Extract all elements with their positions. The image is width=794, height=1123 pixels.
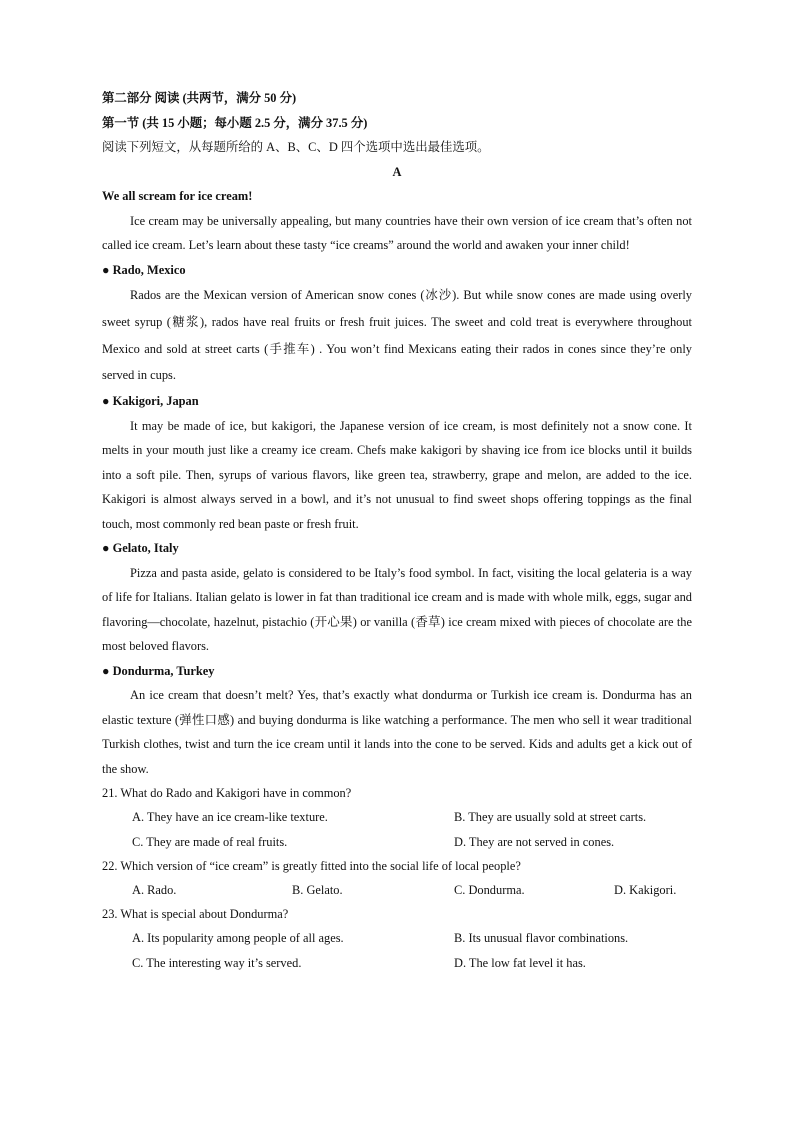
section-text-kakigori: It may be made of ice, but kakigori, the Japanese version of ice cream, is most definitely not a snow cone. It melts in your mouth just like a creamy ice cream. Chefs make kakigori by shaving ice from ice blocks until it builds into a soft pile. Then, syrups of various flavors, like green tea, strawberry, grape and melon, are added to the ice. Kakigori is almost always served in a bowl, and it’s not unusual to find sweet shops offering toppings as the final touch, most commonly red bean paste or fresh fruit.: [102, 418, 692, 531]
question-23-options: [102, 926, 692, 974]
section-heading-kakigori: ● Kakigori, Japan: [102, 394, 199, 409]
question-22-option-b: B. Gelato.: [292, 883, 343, 897]
section-heading-dondurma: ● Dondurma, Turkey: [102, 663, 215, 678]
section-heading-rado: ● Rado, Mexico: [102, 262, 186, 277]
question-21-option-d: D. They are not served in cones.: [454, 834, 615, 849]
question-23-stem: 23. What is special about Dondurma?: [102, 907, 289, 922]
question-22-option-a: A. Rado.: [132, 883, 177, 897]
section-title: 第一节 (共 15 小题；每小题 2.5 分，满分 37.5 分): [102, 115, 368, 130]
question-23-option-c: C. The interesting way it’s served.: [132, 955, 302, 970]
question-22-option-d: D. Kakigori.: [614, 883, 677, 897]
question-22-options: [102, 878, 692, 902]
section-text-gelato: Pizza and pasta aside, gelato is considered to be Italy’s food symbol. In fact, visiting the local gelateria is a way of life for Italians. Italian gelato is lower in fat than traditional ice cream and is made with whole milk, eggs, sugar and flavoring—chocolate, hazelnut, pistachio (开心果) or vanilla (香草) ice cream mixed with pieces of chocolate are the most beloved flavors.: [102, 565, 692, 654]
exam-page: [102, 86, 692, 975]
passage-letter: A: [392, 164, 402, 179]
question-23-option-a: A. Its popularity among people of all ages.: [132, 931, 344, 946]
question-23-option-b: B. Its unusual flavor combinations.: [454, 931, 629, 946]
passage-title: We all scream for ice cream!: [102, 189, 253, 203]
question-21-options: [102, 805, 692, 853]
passage-intro: Ice cream may be universally appealing, but many countries have their own version of ice cream that’s often not called ice cream. Let’s learn about these tasty “ice creams” around the world and awaken your inner child!: [102, 213, 692, 252]
section-text-dondurma: An ice cream that doesn’t melt? Yes, that’s exactly what dondurma or Turkish ice cream is. Dondurma has an elastic texture (弹性口感) and buying dondurma is like watching a performance. The men who sell it wear traditional Turkish clothes, twist and turn the ice cream until it lands into the cone to be served. Kids and adults get a kick out of the show.: [102, 688, 692, 776]
question-21-option-b: B. They are usually sold at street carts.: [454, 810, 647, 825]
section-text-rado: Rados are the Mexican version of American snow cones (冰沙). But while snow cones are made using overly sweet syrup (糖浆), rados have real fruits or fresh fruit juices. The sweet and cold treat is everywhere throughout Mexico and sold at street carts (手推车) . You won’t find Mexicans eating their rados in cones since they’re only served in cups.: [102, 288, 692, 383]
question-21-stem: 21. What do Rado and Kakigori have in common?: [102, 786, 352, 801]
question-22-stem: 22. Which version of “ice cream” is greatly fitted into the social life of local people?: [102, 858, 521, 873]
question-21-option-c: C. They are made of real fruits.: [132, 834, 288, 849]
question-23-option-d: D. The low fat level it has.: [454, 955, 586, 970]
section-heading-gelato: ● Gelato, Italy: [102, 541, 179, 556]
question-22-option-c: C. Dondurma.: [454, 883, 525, 897]
part-title: 第二部分 阅读 (共两节，满分 50 分): [102, 91, 297, 105]
instruction: 阅读下列短文，从每题所给的 A、B、C、D 四个选项中选出最佳选项。: [102, 140, 490, 154]
question-21-option-a: A. They have an ice cream-like texture.: [132, 810, 328, 825]
